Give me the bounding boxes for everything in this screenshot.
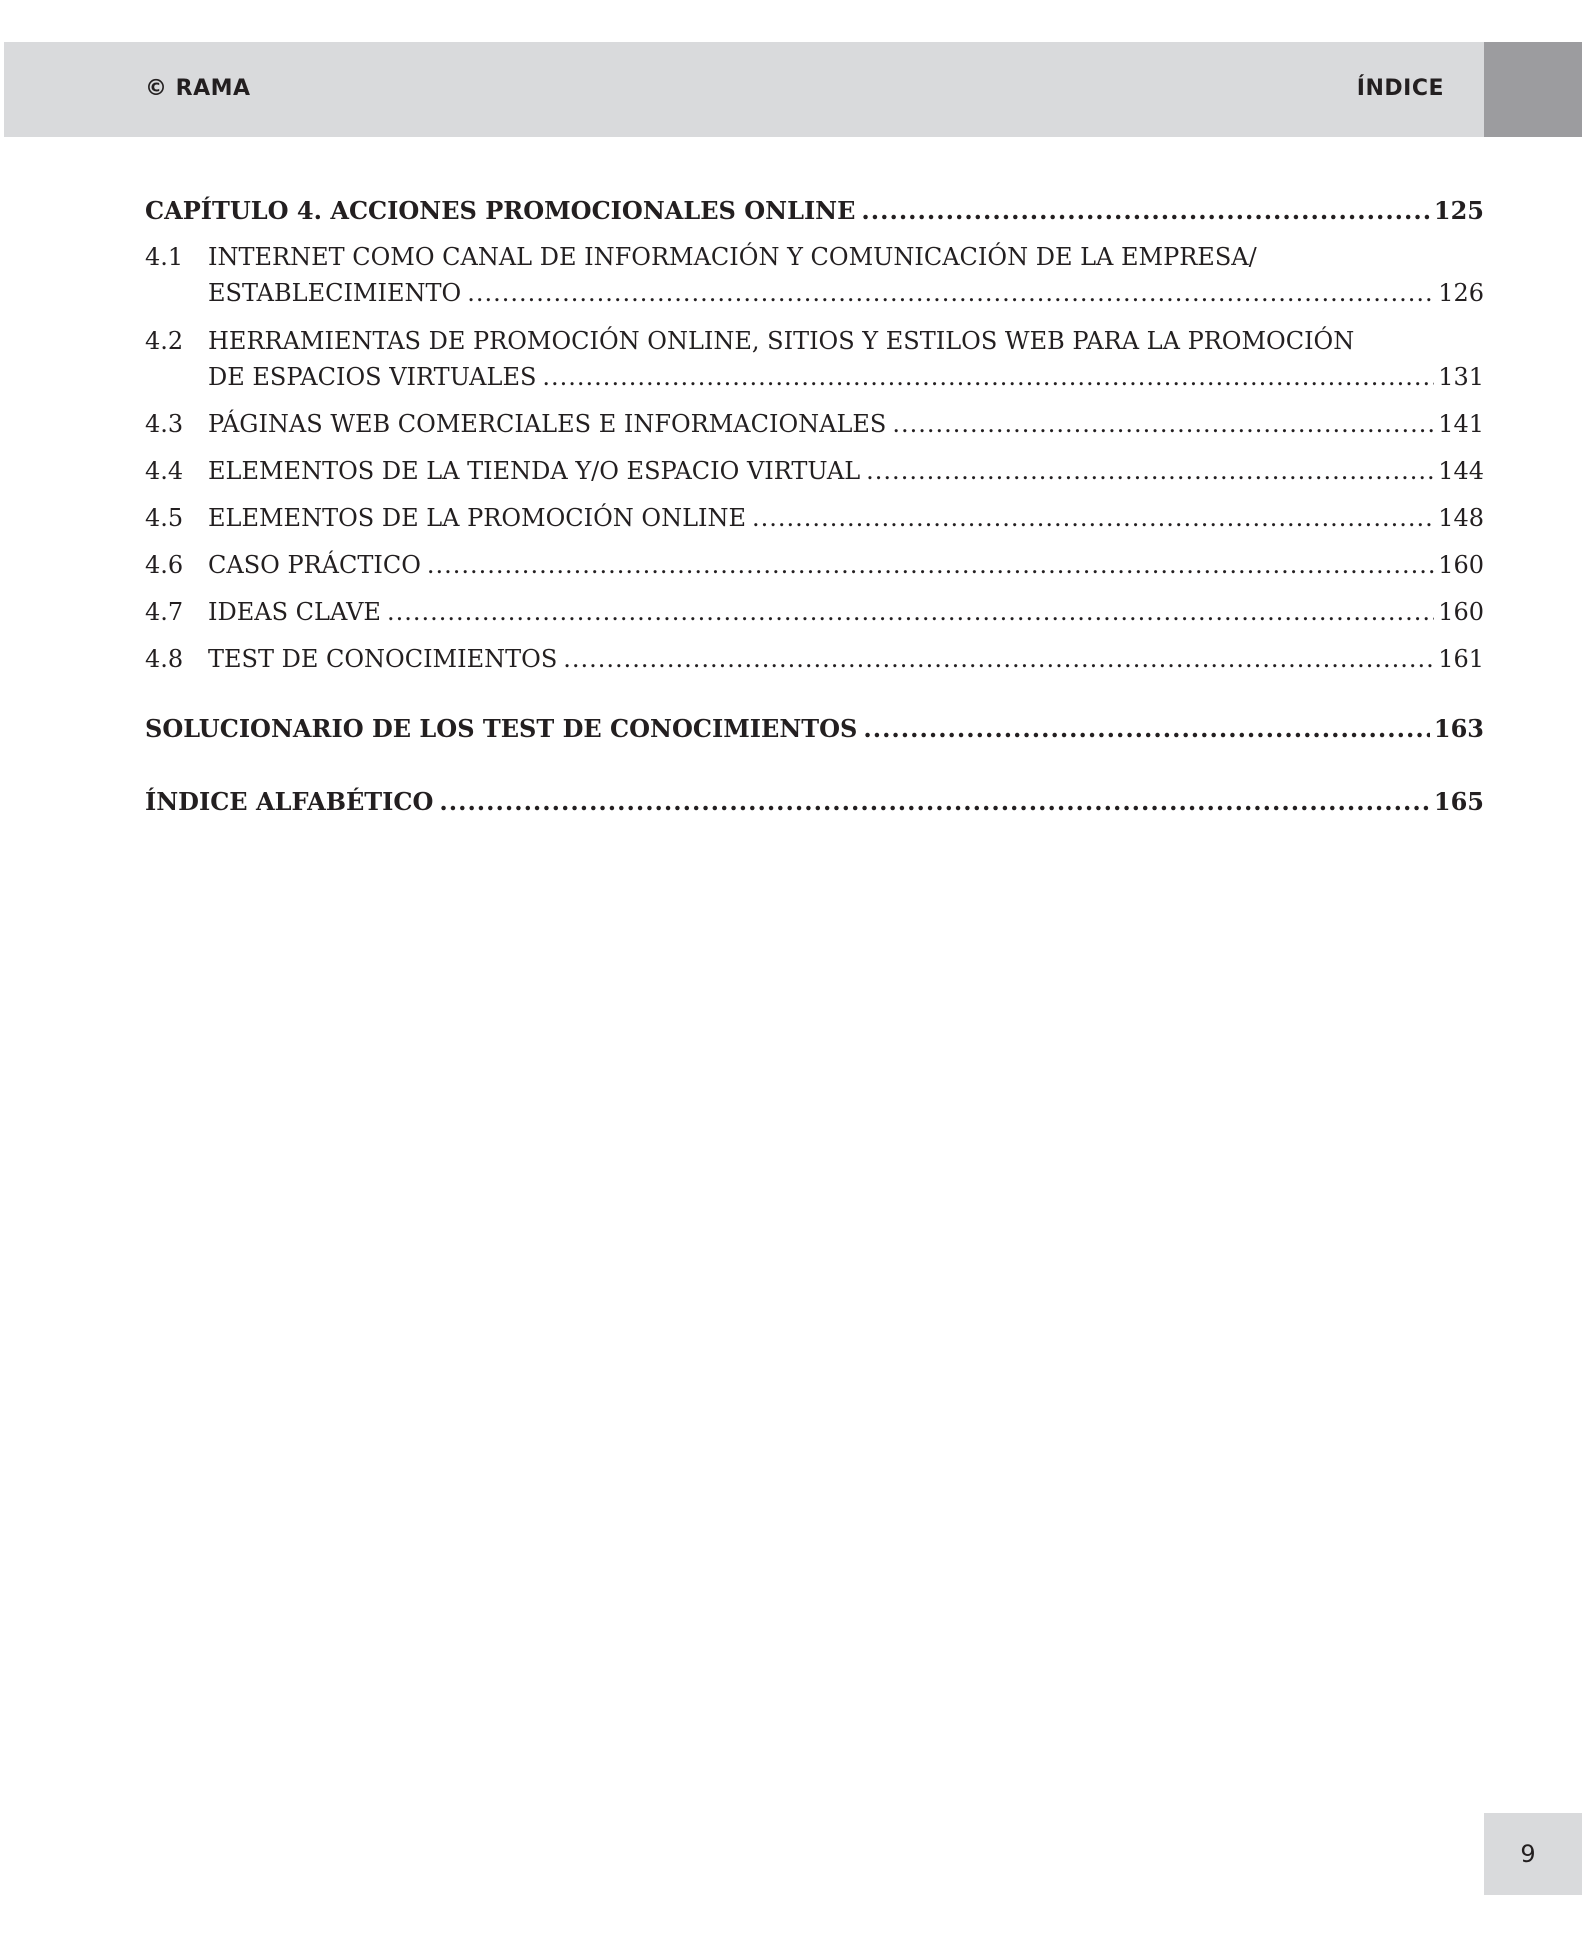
toc-entry-title: TEST DE CONOCIMIENTOS xyxy=(208,645,558,673)
toc-entry-title: ESTABLECIMIENTO xyxy=(208,279,462,307)
toc-section-4-6[interactable] xyxy=(145,547,1484,583)
toc-entry-title-line1: INTERNET COMO CANAL DE INFORMACIÓN Y COMUNICACIÓN DE LA EMPRESA/ xyxy=(208,243,1257,271)
toc-section-4-5[interactable] xyxy=(145,500,1484,536)
dot-leader xyxy=(563,641,1434,677)
dot-leader xyxy=(861,193,1429,229)
dot-leader xyxy=(427,547,1434,583)
toc-entry-title: ÍNDICE ALFABÉTICO xyxy=(145,787,434,816)
toc-section-number: 4.2 xyxy=(145,327,184,355)
dot-leader xyxy=(866,453,1434,489)
toc-section-number: 4.6 xyxy=(145,551,184,579)
header-tab xyxy=(1484,42,1582,137)
toc-page-number: 160 xyxy=(1438,598,1484,626)
toc-page-number: 160 xyxy=(1438,551,1484,579)
toc-chapter-4[interactable] xyxy=(145,193,1484,229)
header-section-title: ÍNDICE xyxy=(1356,76,1444,101)
toc-page-number: 125 xyxy=(1433,196,1484,225)
toc-page-number: 131 xyxy=(1438,363,1484,391)
toc-section-4-3[interactable] xyxy=(145,406,1484,442)
toc-entry-title: IDEAS CLAVE xyxy=(208,598,381,626)
toc-entry-title: CAPÍTULO 4. ACCIONES PROMOCIONALES ONLINE xyxy=(145,196,856,225)
toc-page-number: 163 xyxy=(1433,714,1484,743)
toc-entry-title: CASO PRÁCTICO xyxy=(208,551,421,579)
dot-leader xyxy=(863,711,1430,747)
toc-entry-title: PÁGINAS WEB COMERCIALES E INFORMACIONALES xyxy=(208,410,887,438)
page-number: 9 xyxy=(1520,1840,1536,1868)
header-copyright: © RAMA xyxy=(145,76,251,101)
dot-leader xyxy=(387,594,1434,630)
toc-section-number: 4.3 xyxy=(145,410,184,438)
toc-section-number: 4.7 xyxy=(145,598,184,626)
toc-section-number: 4.1 xyxy=(145,243,184,271)
toc-page-number: 126 xyxy=(1438,279,1484,307)
toc-page-number: 165 xyxy=(1433,787,1484,816)
dot-leader xyxy=(439,784,1430,820)
dot-leader xyxy=(892,406,1434,442)
toc-entry-title: ELEMENTOS DE LA TIENDA Y/O ESPACIO VIRTUAL xyxy=(208,457,861,485)
toc-section-4-4[interactable] xyxy=(145,453,1484,489)
toc-page-number: 144 xyxy=(1438,457,1484,485)
toc-section-4-8[interactable] xyxy=(145,641,1484,677)
toc-indice-alfabetico[interactable] xyxy=(145,784,1484,820)
toc-section-4-2[interactable] xyxy=(145,323,1484,395)
toc-page-number: 161 xyxy=(1438,645,1484,673)
toc-section-4-1[interactable] xyxy=(145,239,1484,311)
toc-page-number: 148 xyxy=(1438,504,1484,532)
toc-solucionario[interactable] xyxy=(145,711,1484,747)
toc-entry-title: ELEMENTOS DE LA PROMOCIÓN ONLINE xyxy=(208,504,747,532)
dot-leader xyxy=(752,500,1434,536)
toc-entry-title: SOLUCIONARIO DE LOS TEST DE CONOCIMIENTOS xyxy=(145,714,858,743)
toc-section-number: 4.4 xyxy=(145,457,184,485)
toc-section-4-7[interactable] xyxy=(145,594,1484,630)
toc-page-number: 141 xyxy=(1438,410,1484,438)
toc-section-number: 4.8 xyxy=(145,645,184,673)
toc-entry-title-line1: HERRAMIENTAS DE PROMOCIÓN ONLINE, SITIOS Y ESTILOS WEB PARA LA PROMOCIÓN xyxy=(208,327,1355,355)
table-of-contents xyxy=(145,193,1484,820)
dot-leader xyxy=(542,359,1434,395)
dot-leader xyxy=(467,275,1434,311)
toc-entry-title: DE ESPACIOS VIRTUALES xyxy=(208,363,537,391)
toc-section-number: 4.5 xyxy=(145,504,184,532)
